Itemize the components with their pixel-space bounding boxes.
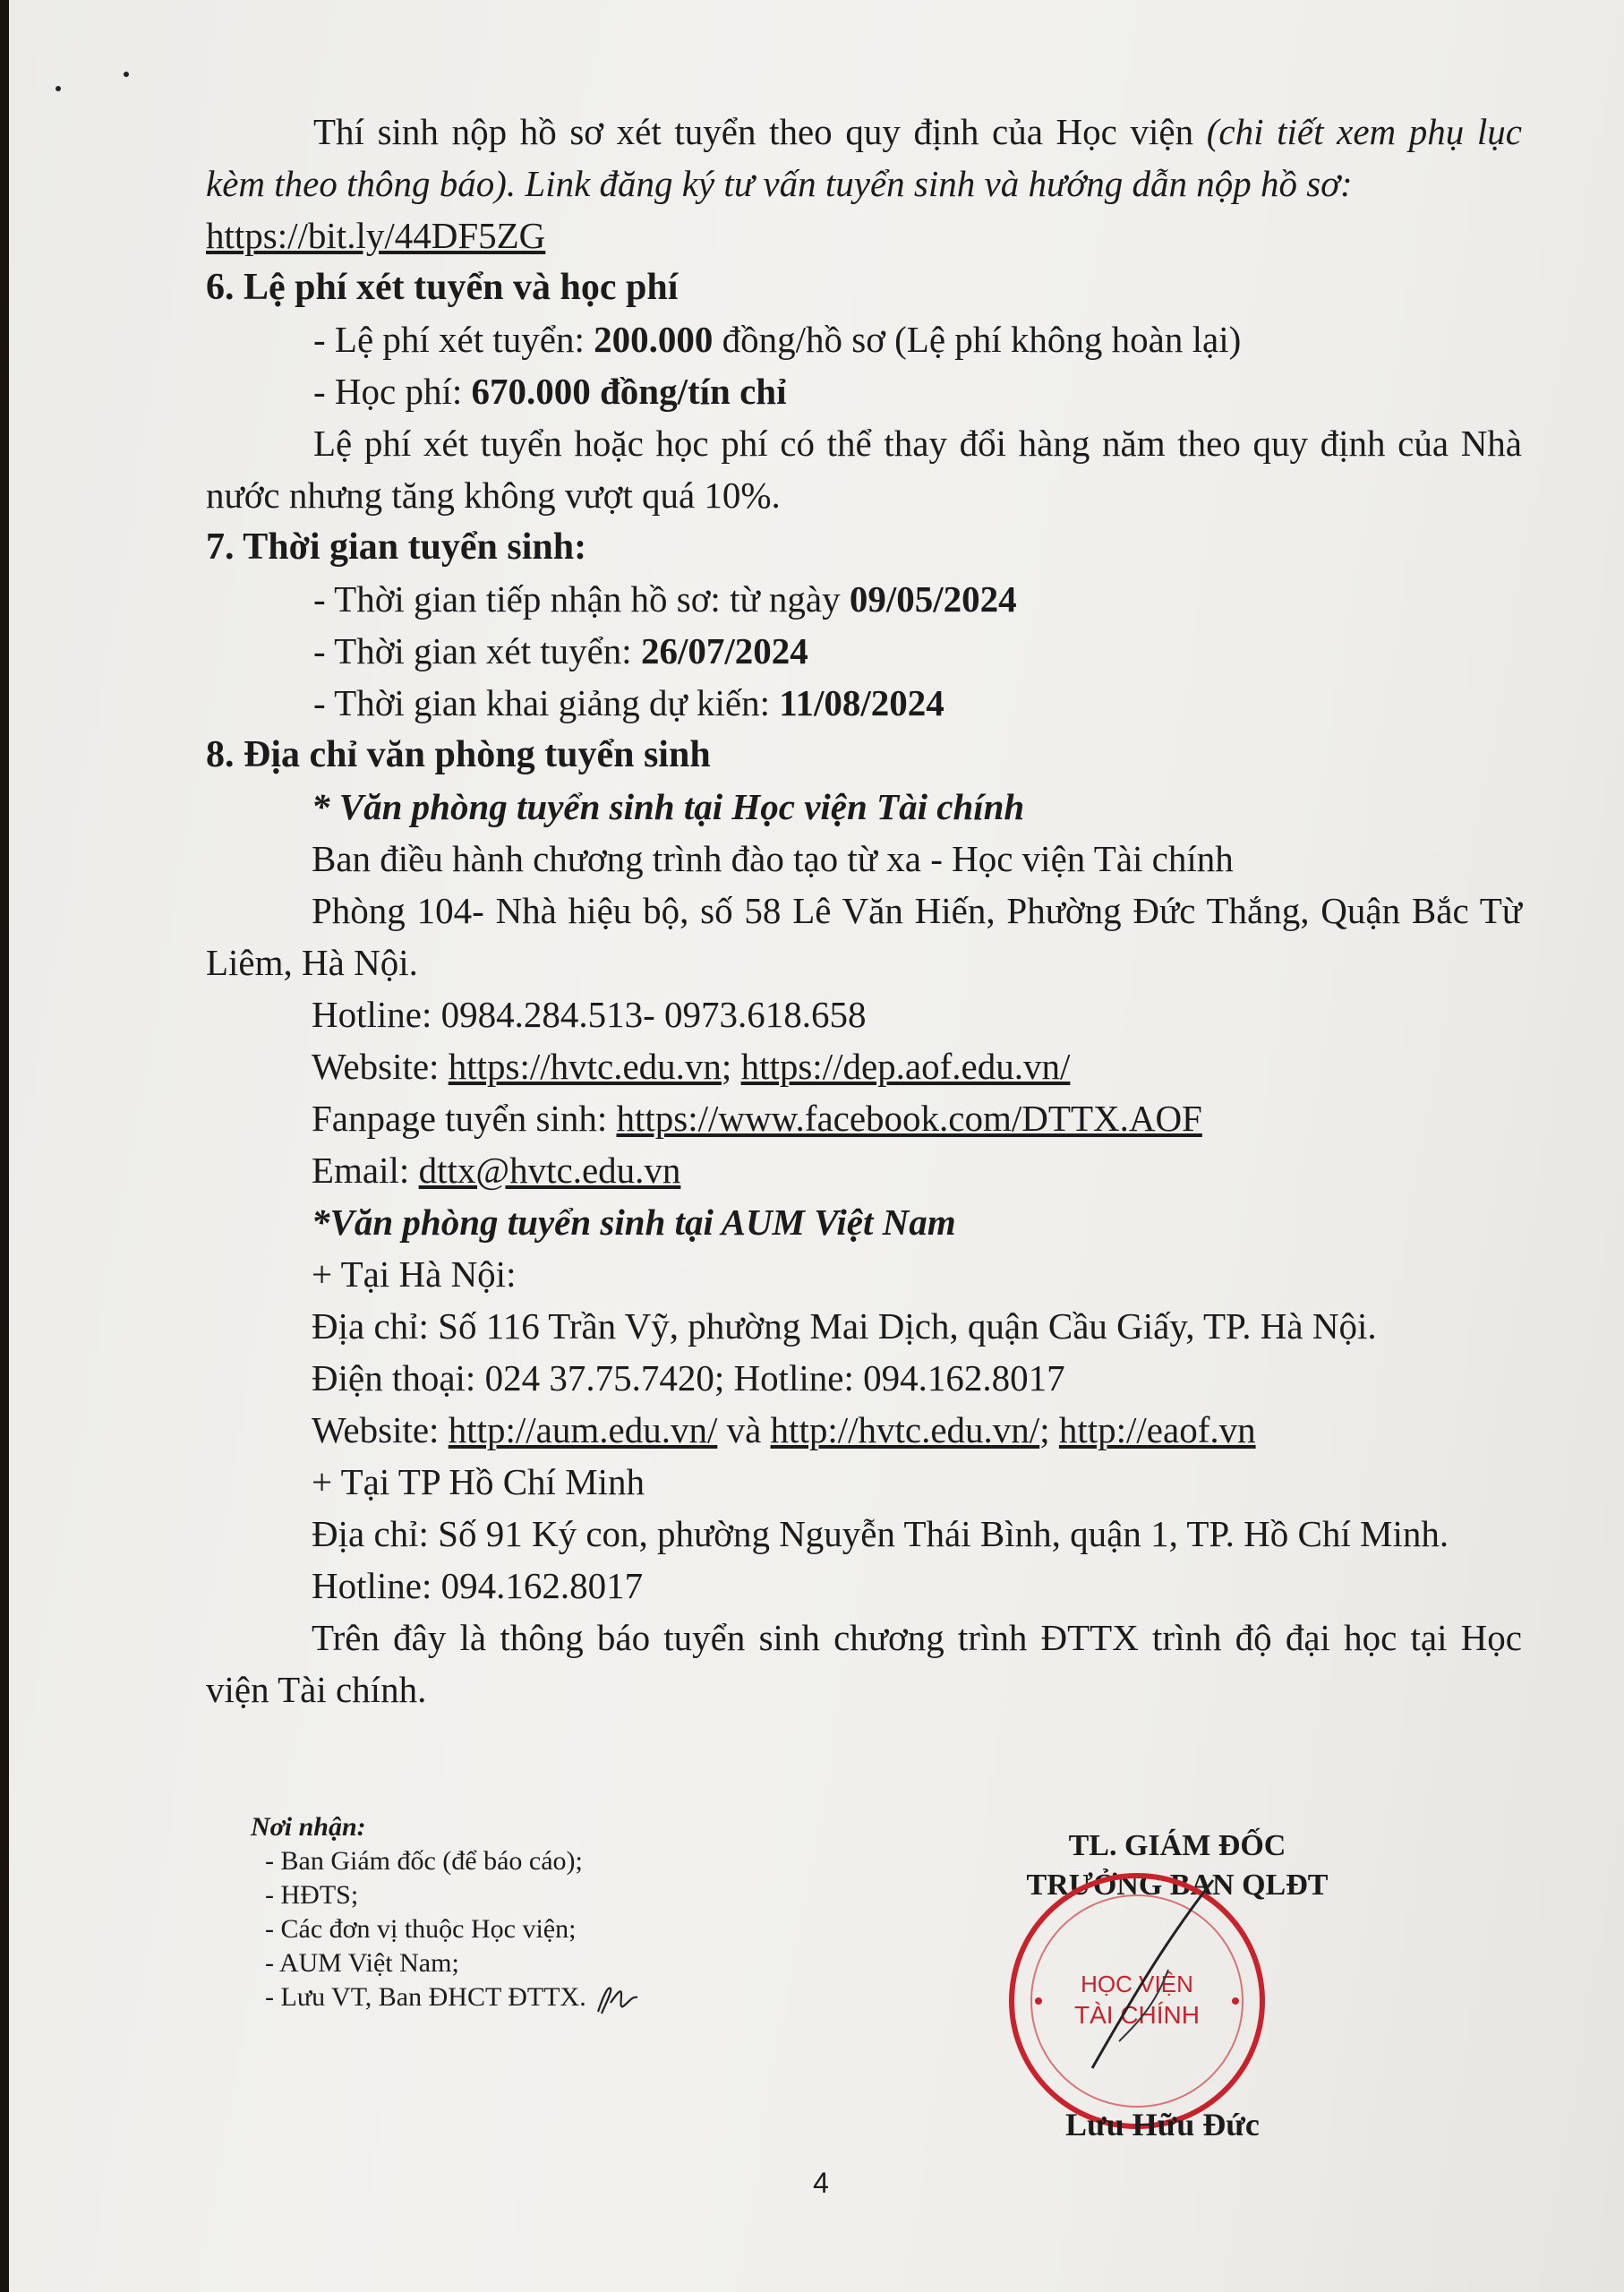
closing-paragraph: Trên đây là thông báo tuyển sinh chương trình ĐTTX trình độ đại học tại Học viện Tài chính. — [206, 1617, 1522, 1710]
schedule-label: - Thời gian tiếp nhận hồ sơ: từ ngày — [313, 578, 850, 620]
email-label: Email: — [312, 1150, 419, 1191]
website-label: Website: — [312, 1046, 449, 1087]
tuition-line — [206, 365, 1522, 417]
fee-label: - Lệ phí xét tuyển: — [313, 319, 594, 360]
office1-address: Phòng 104- Nhà hiệu bộ, số 58 Lê Văn Hiến, Phường Đức Thắng, Quận Bắc Từ Liêm, Hà Nội. — [206, 890, 1522, 983]
recipient-item: - HĐTS; — [265, 1880, 359, 1910]
schedule-label: - Thời gian khai giảng dự kiến: — [313, 682, 780, 723]
section6-heading: 6. Lệ phí xét tuyển và học phí — [206, 267, 679, 308]
schedule-item — [206, 677, 1522, 729]
signature-position: TRƯỞNG BAN QLĐT — [1026, 1869, 1329, 1902]
schedule-item — [206, 573, 1522, 625]
seal-text-line2: TÀI CHÍNH — [1074, 2001, 1200, 2029]
hcm-address: Địa chỉ: Số 91 Ký con, phường Nguyễn Thái Bình, quận 1, TP. Hồ Chí Minh. — [312, 1513, 1449, 1554]
page-number: 4 — [813, 2167, 829, 2199]
intro-text: Thí sinh nộp hồ sơ xét tuyển theo quy định của Học viện — [313, 111, 1207, 152]
section7-heading: 7. Thời gian tuyển sinh: — [206, 526, 587, 568]
hanoi-address: Địa chỉ: Số 116 Trần Vỹ, phường Mai Dịch, quận Cầu Giấy, TP. Hà Nội. — [312, 1305, 1377, 1347]
email-link[interactable]: dttx@hvtc.edu.vn — [418, 1150, 681, 1191]
recipient-item-last — [251, 1980, 646, 2017]
website-link[interactable]: http://hvtc.edu.vn/ — [770, 1409, 1040, 1450]
website-link[interactable]: https://dep.aof.edu.vn/ — [740, 1046, 1071, 1087]
recipients-block — [251, 1810, 646, 2017]
fee-suffix: đồng/hồ sơ (Lệ phí không hoàn lại) — [713, 319, 1242, 360]
schedule-label: - Thời gian xét tuyển: — [313, 630, 641, 671]
tuition-label: - Học phí: — [313, 371, 472, 412]
schedule-item — [206, 625, 1522, 677]
website-link[interactable]: http://eaof.vn — [1058, 1409, 1256, 1450]
separator: ; — [721, 1046, 741, 1087]
office1-hotline: Hotline: 0984.284.513- 0973.618.658 — [312, 994, 867, 1035]
intro-italic-text: (chi tiết xem phụ lục kèm theo thông báo). Link đăng ký tư vấn tuyển sinh và hướng dẫn nộp hồ sơ: — [206, 111, 1522, 204]
recipient-item: - Các đơn vị thuộc Học viện; — [265, 1914, 577, 1944]
intro-link-line — [206, 210, 1522, 261]
registration-link[interactable]: https://bit.ly/44DF5ZG — [206, 215, 546, 256]
document-body — [206, 106, 1522, 1715]
schedule-date: 26/07/2024 — [640, 630, 808, 671]
office1-title: * Văn phòng tuyển sinh tại Học viện Tài chính — [312, 786, 1025, 827]
separator: ; — [1039, 1409, 1059, 1450]
seal-text-line1: HỌC VIỆN — [1081, 1971, 1193, 1997]
recipients-title: Nơi nhận: — [251, 1812, 366, 1842]
ink-dot — [56, 86, 61, 91]
fee-line — [206, 313, 1522, 365]
hcm-label: + Tại TP Hồ Chí Minh — [312, 1461, 645, 1502]
initials-signature-icon — [593, 1981, 646, 2017]
section8-heading: 8. Địa chỉ văn phòng tuyển sinh — [206, 734, 711, 775]
document-page — [9, 0, 1624, 2292]
hanoi-label: + Tại Hà Nội: — [312, 1253, 517, 1295]
intro-paragraph — [206, 106, 1522, 210]
office1-fanpage-line — [206, 1092, 1522, 1144]
ink-dot — [124, 72, 129, 77]
office1-unit: Ban điều hành chương trình đào tạo từ xa - Học viện Tài chính — [312, 838, 1234, 879]
recipient-item: - AUM Việt Nam; — [265, 1948, 459, 1978]
website-link[interactable]: https://hvtc.edu.vn — [448, 1046, 722, 1087]
website-label: Website: — [312, 1409, 449, 1450]
hcm-hotline: Hotline: 094.162.8017 — [312, 1565, 644, 1606]
schedule-date: 09/05/2024 — [849, 578, 1017, 620]
office1-email-line — [206, 1144, 1522, 1196]
schedule-date: 11/08/2024 — [779, 682, 944, 723]
official-seal-icon — [985, 1844, 1280, 2140]
tuition-value: 670.000 đồng/tín chỉ — [471, 371, 787, 412]
office1-website-line — [206, 1040, 1522, 1092]
fee-note: Lệ phí xét tuyển hoặc học phí có thể thay đổi hàng năm theo quy định của Nhà nước nhưng tăng không vượt quá 10%. — [206, 423, 1522, 516]
office2-website-line — [206, 1404, 1522, 1456]
signer-name: Lưu Hữu Đức — [1065, 2107, 1260, 2142]
website-link[interactable]: http://aum.edu.vn/ — [448, 1409, 718, 1450]
fanpage-link[interactable]: https://www.facebook.com/DTTX.AOF — [616, 1098, 1202, 1139]
office2-title: *Văn phòng tuyển sinh tại AUM Việt Nam — [312, 1202, 956, 1243]
recipient-item-text: - Lưu VT, Ban ĐHCT ĐTTX. — [265, 1982, 586, 2012]
fee-value: 200.000 — [594, 319, 714, 360]
recipient-item: - Ban Giám đốc (để báo cáo); — [265, 1846, 583, 1876]
signature-title: TL. GIÁM ĐỐC — [1068, 1829, 1286, 1862]
hanoi-phone: Điện thoại: 024 37.75.7420; Hotline: 094.162.8017 — [312, 1357, 1065, 1398]
fanpage-label: Fanpage tuyển sinh: — [312, 1098, 617, 1139]
separator: và — [717, 1409, 771, 1450]
